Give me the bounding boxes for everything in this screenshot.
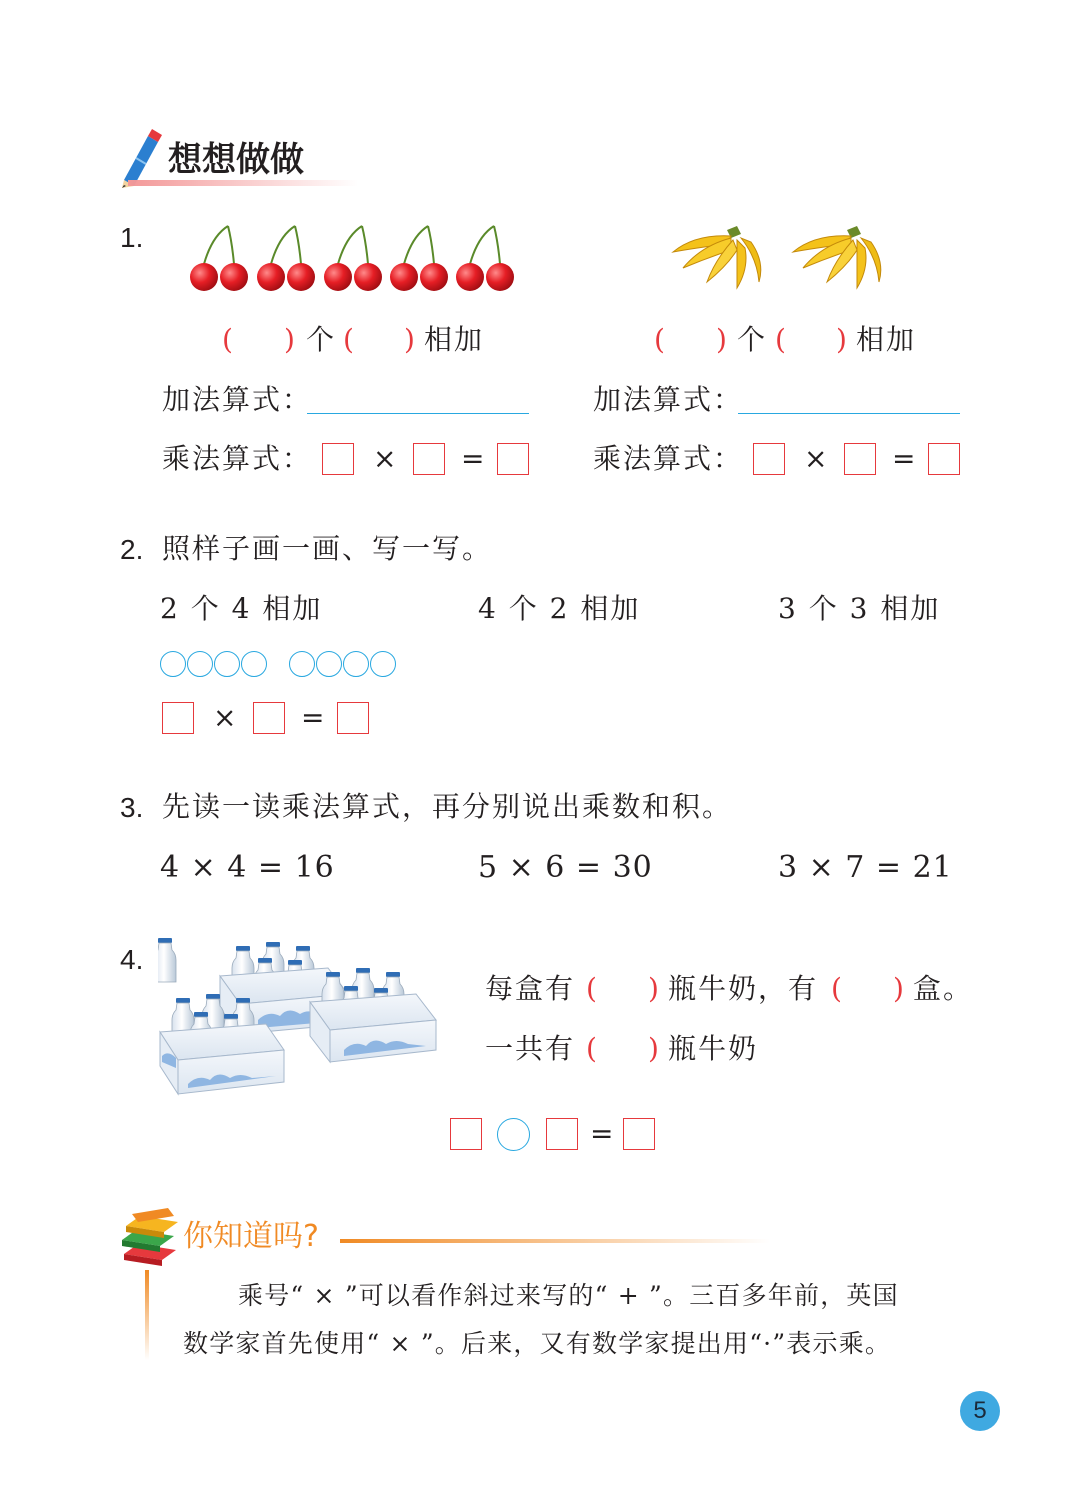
q1-right-add-answer-line[interactable] (738, 413, 960, 414)
q2-example-circle (316, 651, 342, 677)
q4-line2-a: 一共有 (485, 1032, 576, 1065)
q1-right-ge: 个 (737, 323, 768, 356)
q2-instruction: 照样子画一画、写一写。 (162, 532, 493, 565)
did-you-know-title: 你知道吗? (183, 1219, 319, 1254)
q1-left-paren-2: ) (284, 323, 297, 356)
q3-equation-3: 3 × 7 = 21 (778, 850, 953, 885)
q4-line1-paren-2: ) (648, 972, 661, 1005)
q4-line1-b: 瓶牛奶，有 (668, 972, 819, 1005)
pencil-icon (118, 128, 163, 188)
q1-right-equals: = (892, 442, 916, 475)
q4-line2-paren-1: ( (586, 1032, 599, 1065)
q2-example-circle (241, 651, 267, 677)
q4-line1-paren-3: ( (831, 972, 844, 1005)
q4-line2-paren-2: ) (648, 1032, 661, 1065)
q3-equation-1: 4 × 4 = 16 (160, 850, 335, 885)
did-you-know-line-2: 数学家首先使用“ × ”。后来，又有数学家提出用“·”表示乘。 (183, 1329, 892, 1358)
q2-answer-box-2[interactable] (253, 702, 285, 734)
q2-item-2: 4 个 2 相加 (478, 592, 641, 625)
bananas-illustration (665, 222, 895, 296)
q2-example-circle (214, 651, 240, 677)
q2-example-circle (370, 651, 396, 677)
q1-right-answer-box-2[interactable] (844, 443, 876, 475)
q1-right-paren-1: ( (654, 323, 667, 356)
q2-number: 2. (120, 534, 144, 565)
did-you-know-line-1: 乘号“ × ”可以看作斜过来写的“ + ”。三百多年前，英国 (238, 1281, 899, 1310)
q2-example-circle (343, 651, 369, 677)
q1-right-paren-3: ( (775, 323, 788, 356)
q1-left-ge: 个 (306, 323, 337, 356)
q2-equals: = (301, 701, 325, 734)
q1-left-answer-box-3[interactable] (497, 443, 529, 475)
q1-right-paren-2: ) (716, 323, 729, 356)
q1-right-answer-box-1[interactable] (753, 443, 785, 475)
q2-example-circle (289, 651, 315, 677)
q4-answer-box-1[interactable] (450, 1118, 482, 1150)
q1-right-xiangjia: 相加 (856, 323, 917, 356)
q4-answer-box-3[interactable] (623, 1118, 655, 1150)
q4-line2-b: 瓶牛奶 (668, 1032, 759, 1065)
q4-answer-box-2[interactable] (546, 1118, 578, 1150)
q4-equals: = (590, 1117, 614, 1150)
q2-times: × (213, 701, 237, 734)
q4-operator-circle[interactable] (497, 1118, 530, 1151)
q2-answer-box-1[interactable] (162, 702, 194, 734)
q3-number: 3. (120, 792, 144, 823)
q1-left-paren-4: ) (404, 323, 417, 356)
q1-right-times: × (804, 442, 828, 475)
did-you-know-side-bar (145, 1270, 149, 1360)
q2-example-circle (187, 651, 213, 677)
q1-left-xiangjia: 相加 (424, 323, 485, 356)
q1-left-add-answer-line[interactable] (307, 413, 529, 414)
q1-left-equals: = (461, 442, 485, 475)
q4-line1-paren-1: ( (586, 972, 599, 1005)
q2-example-circle (160, 651, 186, 677)
q1-number: 1. (120, 222, 144, 253)
q4-line1-c: 盒。 (913, 972, 974, 1005)
q1-right-paren-4: ) (836, 323, 849, 356)
page-number: 5 (973, 1397, 987, 1424)
q4-line1-a: 每盒有 (485, 972, 576, 1005)
q1-left-mul-label: 乘法算式： (162, 442, 313, 475)
q1-left-times: × (373, 442, 397, 475)
q1-right-answer-box-3[interactable] (928, 443, 960, 475)
q1-right-mul-label: 乘法算式： (593, 442, 744, 475)
q1-left-add-label: 加法算式： (162, 383, 313, 416)
milk-crates-illustration (158, 938, 440, 1098)
q4-line1-paren-4: ) (893, 972, 906, 1005)
q1-left-answer-box-1[interactable] (322, 443, 354, 475)
q2-item-3: 3 个 3 相加 (778, 592, 941, 625)
q3-equation-2: 5 × 6 = 30 (478, 850, 653, 885)
q1-left-answer-box-2[interactable] (413, 443, 445, 475)
q1-left-paren-1: ( (222, 323, 235, 356)
section-title: 想想做做 (168, 140, 304, 180)
did-you-know-title-line (340, 1239, 770, 1243)
q1-left-paren-3: ( (343, 323, 356, 356)
books-icon (118, 1204, 180, 1266)
q3-instruction: 先读一读乘法算式，再分别说出乘数和积。 (162, 790, 733, 823)
q2-answer-box-3[interactable] (337, 702, 369, 734)
q4-number: 4. (120, 944, 144, 975)
q2-item-1: 2 个 4 相加 (160, 592, 323, 625)
q1-right-add-label: 加法算式： (593, 383, 744, 416)
cherries-illustration (186, 222, 522, 298)
